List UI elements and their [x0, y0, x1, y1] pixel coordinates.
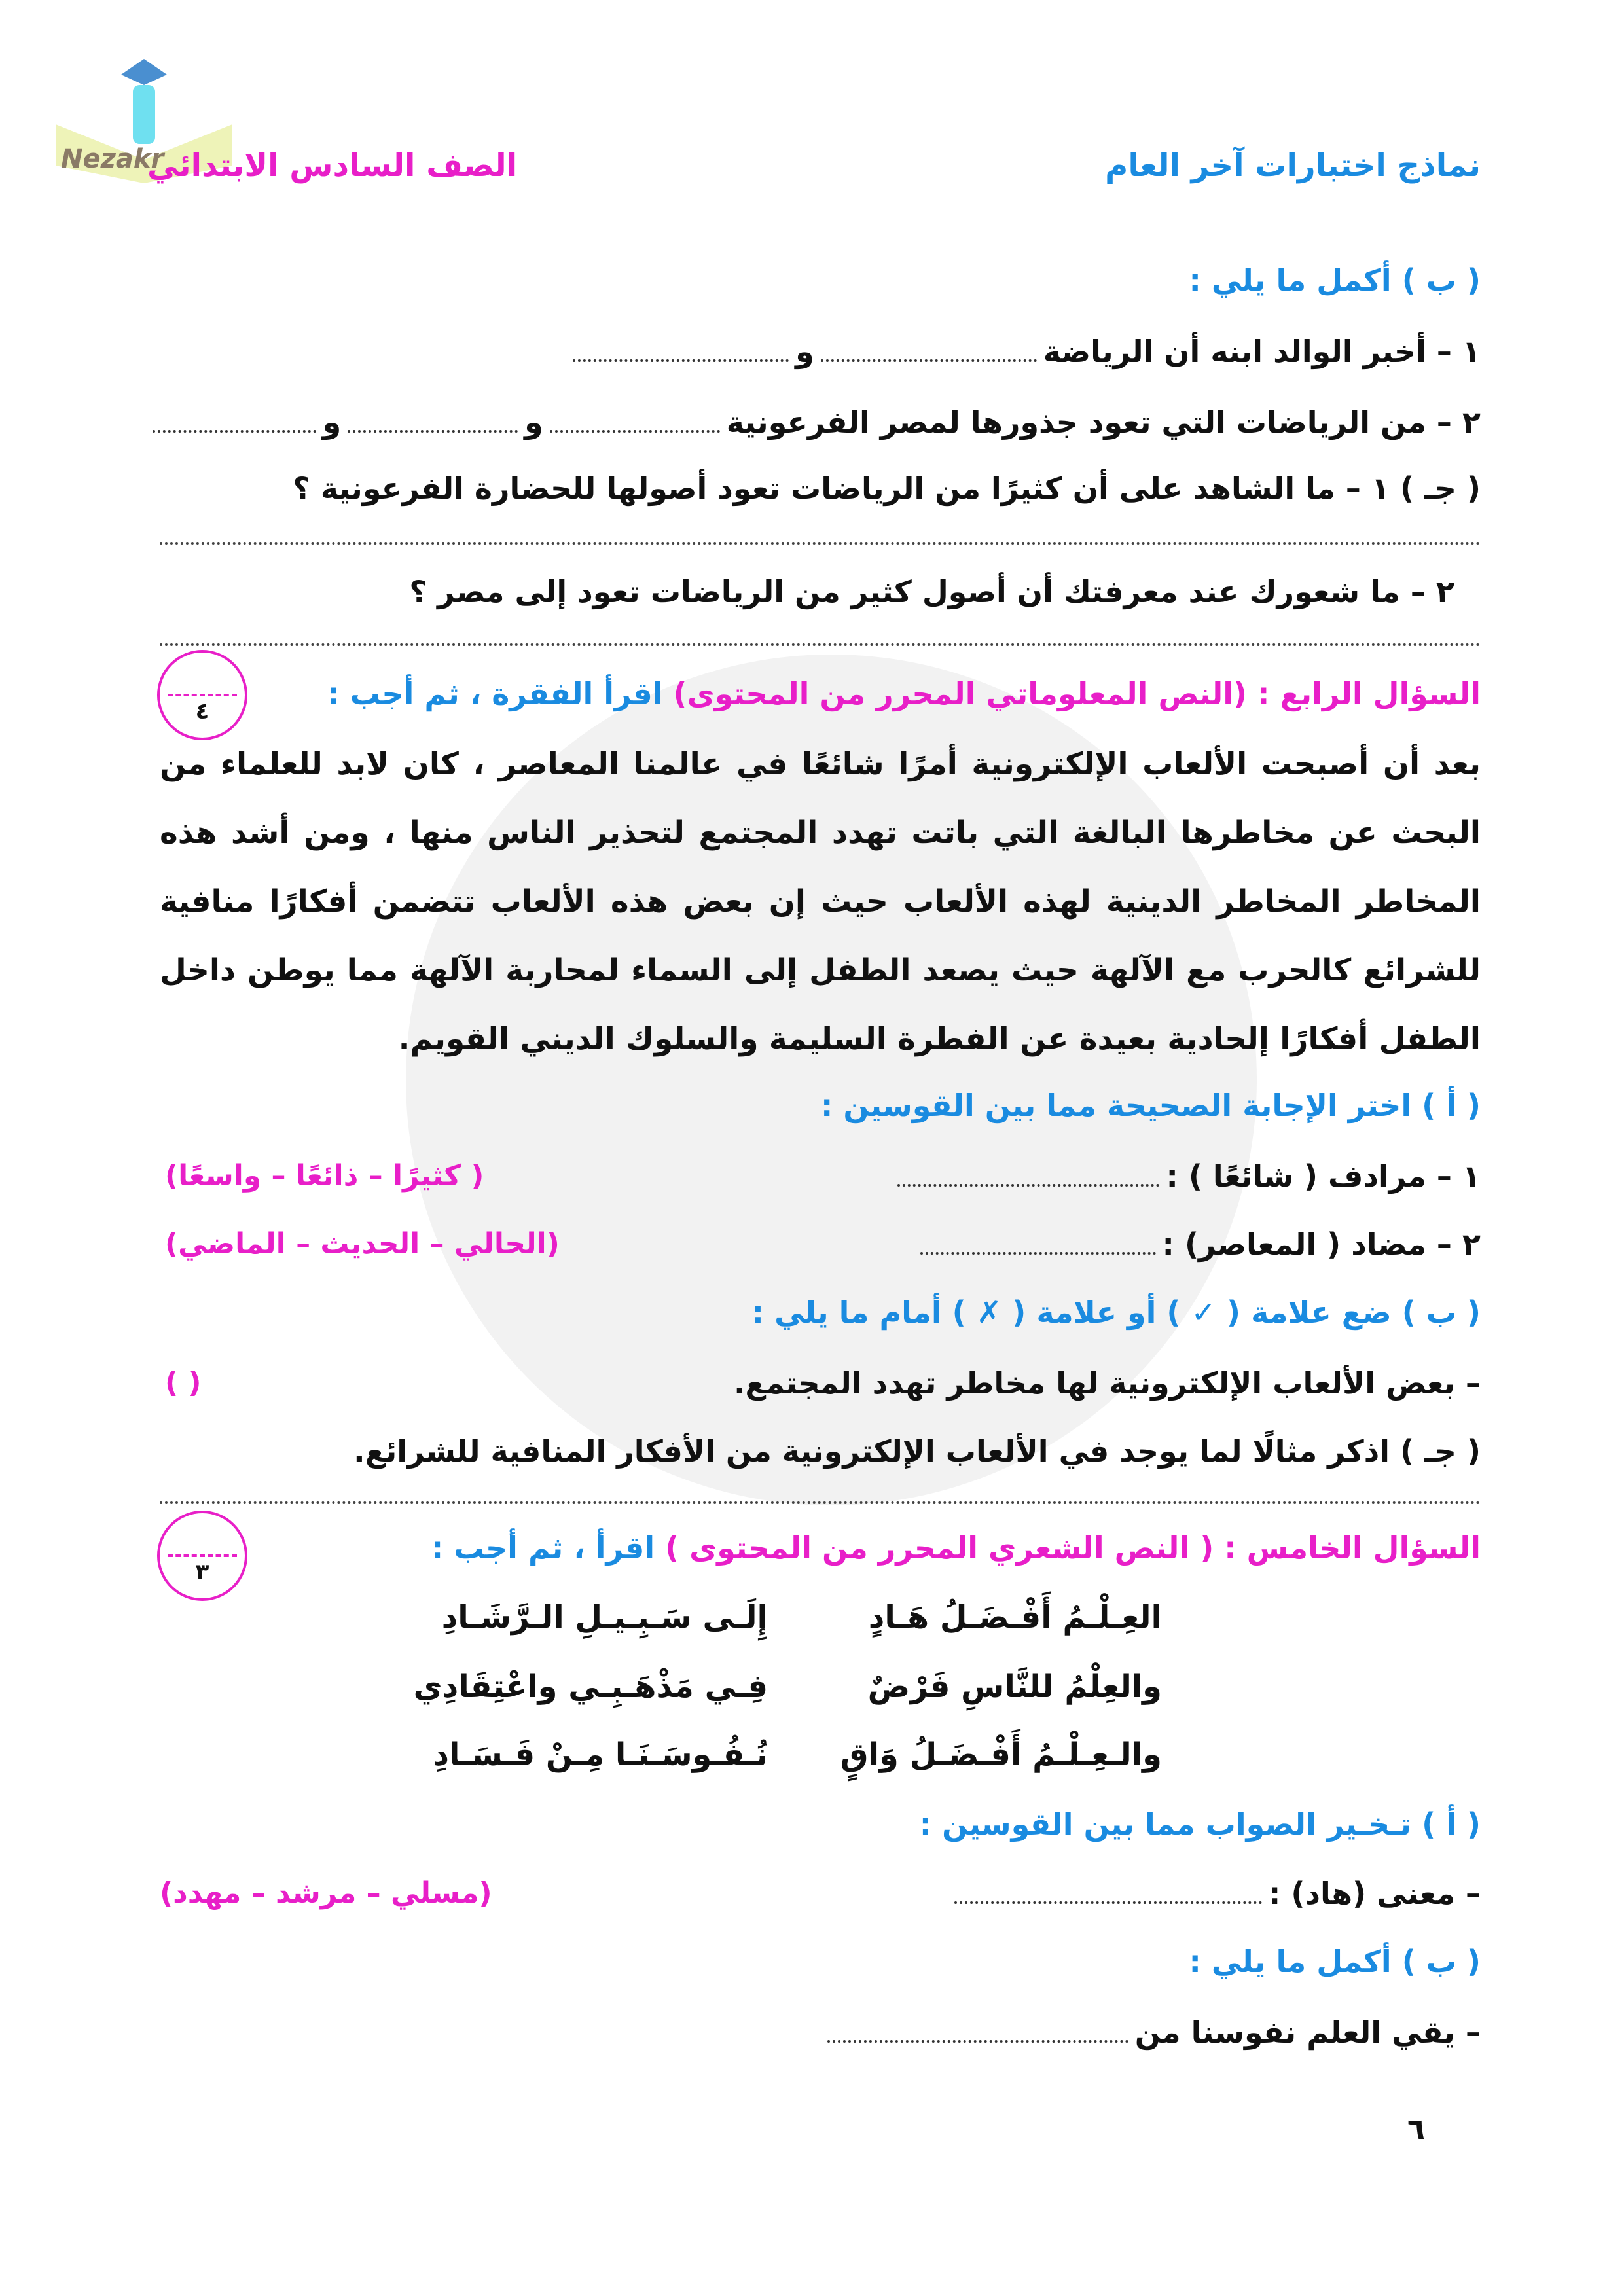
q3c-item2: ٢ – ما شعورك عند معرفتك أن أصول كثير من الرياضات تعود إلى مصر ؟ — [409, 574, 1454, 609]
q5-title — [160, 1525, 1481, 1571]
q4-title — [160, 671, 1481, 717]
q4a-heading: ( أ ) اختر الإجابة الصحيحة مما بين القوسين : — [820, 1088, 1481, 1123]
logo-text: Nezakr — [61, 144, 164, 174]
q4-paragraph: بعد أن أصبحت الألعاب الإلكترونية أمرًا شائعًا في عالمنا المعاصر ، كان لابد للعلماء من البحث عن مخاطرها البالغة التي باتت تهدد المجتمع لتحذير الناس منها ، ومن أشد هذه المخاطر المخاطر الدينية لهذه الألعاب حيث إن بعض هذه الألعاب تتضمن أفكارًا منافية للشرائع كالحرب مع الآلهة حيث يصعد الطفل إلى السماء لمحاربة الآلهة مما يوطن داخل الطفل أفكارًا إلحادية بعيدة عن الفطرة السليمة والسلوك الديني القويم. — [160, 746, 1481, 1057]
item-text: ١ – مرادف ( شائعًا ) : — [1166, 1158, 1481, 1194]
q3c-item1: ( جـ ) ١ – ما الشاهد على أن كثيرًا من الرياضات تعود أصولها للحضارة الفرعونية ؟ — [293, 471, 1481, 506]
q3b-item1 — [160, 329, 1481, 374]
item-text: ٢ – مضاد ( المعاصر) : — [1162, 1227, 1481, 1262]
item-text: ١ – أخبر الوالد ابنه أن الرياضة — [1043, 334, 1481, 369]
question-title: السؤال الرابع : (النص المعلوماتي المحرر من المحتوى) — [673, 676, 1481, 711]
q5b-item — [160, 2009, 1481, 2055]
score-value: ٤ — [195, 698, 209, 725]
grade-title: الصف السادس الابتدائي — [147, 147, 518, 184]
answer-blank[interactable] — [827, 2027, 1128, 2043]
conj: و — [524, 404, 543, 440]
item-text: – يقي العلم نفوسنا من — [1134, 2015, 1481, 2050]
score-value: ٣ — [195, 1559, 209, 1585]
answer-box[interactable]: ( ) — [165, 1366, 202, 1399]
answer-blank[interactable] — [897, 1171, 1159, 1187]
verse-right: والـعِـلْـمُ أَفْـضَـلُ وَاقٍ — [840, 1736, 1162, 1773]
verse-right: والعِلْمُ للنَّاسِ فَرْضٌ — [867, 1668, 1162, 1705]
verse-left: إِلَـى سَـبِـيـلِ الـرَّشَـادِ — [441, 1599, 768, 1636]
q3b-heading: ( ب ) أكمل ما يلي : — [1189, 262, 1481, 298]
q5a-heading: ( أ ) تـخـير الصواب مما بين القوسين : — [919, 1806, 1481, 1842]
answer-blank[interactable] — [153, 417, 316, 433]
answer-blank[interactable] — [550, 417, 720, 433]
answer-blank[interactable] — [573, 346, 789, 362]
divider — [160, 1501, 1481, 1504]
verse-left: فِـي مَذْهَـبِـي واعْتِقَادِي — [413, 1668, 768, 1705]
answer-blank[interactable] — [920, 1239, 1156, 1255]
q4c-item: ( جـ ) اذكر مثالًا لما يوجد في الألعاب الإلكترونية من الأفكار المنافية للشرائع. — [353, 1433, 1481, 1469]
choices: (الحالي – الحديث – الماضي) — [165, 1227, 560, 1261]
instruction: اقرأ ، ثم أجب : — [431, 1530, 655, 1566]
item-text: ٢ – من الرياضات التي تعود جذورها لمصر الفرعونية — [726, 404, 1481, 440]
verse-left: نُـفُـوسَـنَـا مِـنْ فَـسَـادِ — [433, 1736, 768, 1773]
item-text: – معنى (هاد) : — [1268, 1876, 1481, 1911]
exam-title: نماذج اختبارات آخر العام — [1105, 147, 1481, 184]
page-number: ٦ — [1407, 2113, 1425, 2146]
q5b-heading: ( ب ) أكمل ما يلي : — [1189, 1944, 1481, 1979]
question-title: السؤال الخامس : ( النص الشعري المحرر من المحتوى ) — [665, 1530, 1481, 1566]
answer-blank[interactable] — [954, 1888, 1262, 1904]
instruction: اقرأ الفقرة ، ثم أجب : — [327, 676, 663, 711]
choices: ( كثيرًا – ذائعًا – واسعًا) — [165, 1159, 484, 1193]
answer-line[interactable] — [160, 542, 1481, 545]
q3b-item2 — [160, 399, 1481, 445]
answer-blank[interactable] — [348, 417, 518, 433]
answer-line[interactable] — [160, 643, 1481, 646]
q4b-item: – بعض الألعاب الإلكترونية لها مخاطر تهدد المجتمع. — [734, 1365, 1481, 1401]
conj: و — [795, 334, 814, 369]
verse-right: العِـلْـمُ أَفْـضَـلُ هَـادٍ — [868, 1599, 1162, 1636]
answer-blank[interactable] — [821, 346, 1037, 362]
choices: (مسلي – مرشد – مهدد) — [160, 1876, 492, 1910]
conj: و — [322, 404, 342, 440]
q4b-heading: ( ب ) ضع علامة ( ✓ ) أو علامة ( ✗ ) أمام ما يلي : — [751, 1295, 1481, 1330]
